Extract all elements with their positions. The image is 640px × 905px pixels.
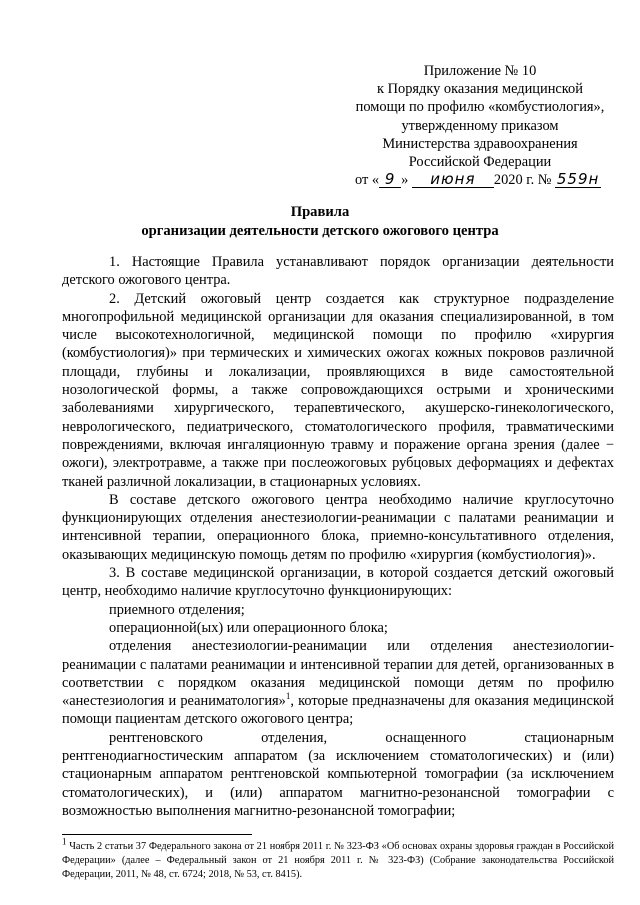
header-line: Министерства здравоохранения (382, 135, 578, 152)
handwritten-month: июня (412, 172, 494, 188)
appendix-number: Приложение № 10 (423, 63, 537, 79)
order-date-line (355, 171, 630, 189)
paragraph: 2. Детский ожоговый центр создается как структурное подразделение многопрофильной медицинской организации для оказания специализированной, в том числе высокотехнологичной, медицинской помощи по профилю «хирургия (комбустиология)» при термических и химических ожогах кожных покровов различной площади, глубины и локализации, проявляющихся в виде самостоятельной нозологической формы, а также сопровождающихся острыми и хроническими заболеваниями хирургического, терапевтического, акушерско-гинекологического, неврологического, педиатрического, стоматологического профиля, травматическими повреждениями, включая ингаляционную травму и поражение органа зрения (далее − ожоги), электротравме, а также при послеожоговых рубцовых деформациях и дефектах тканей различной локализации, в стационарных условиях. (62, 290, 614, 490)
header-line: помощи по профилю «комбустиология», (355, 99, 605, 116)
appendix-header (330, 62, 630, 189)
title-line: Правила (290, 204, 350, 220)
date-quote: » (401, 172, 409, 189)
paragraph: 3. В составе медицинской организации, в которой создается детский ожоговый центр, необходимо наличие круглосуточно функционирующих: (62, 565, 614, 600)
document-title (0, 203, 640, 241)
paragraph-text: отделения анестезиологии-реанимации или отделения анестезиологии-реанимации с палатами реанимации и интенсивной терапии для детей, организованных в соответствии с порядком оказания медицинской помощи детям по профилю «анестезиология и реаниматология» (62, 638, 614, 710)
year-text: 2020 г. № (493, 172, 552, 189)
date-prefix: от « (355, 172, 380, 189)
paragraph: операционной(ых) или операционного блока; (109, 619, 388, 636)
title-line: организации деятельности детского ожогового центра (141, 223, 499, 239)
paragraph (62, 637, 614, 728)
footnote-text: Часть 2 статьи 37 Федерального закона от 21 ноября 2011 г. № 323-ФЗ «Об основах охраны здоровья граждан в Российской Федерации» (далее – Федеральный закон от 21 ноября 2011 г. № 323-ФЗ) (Собрание законодательства Российской Федерации, 2011, № 48, ст. 6724; 2018, № 53, ст. 8415). (62, 841, 614, 880)
footnote-ref: 1 (285, 691, 291, 702)
paragraph: 1. Настоящие Правила устанавливают порядок организации деятельности детского ожогового центра. (62, 254, 614, 289)
header-line: Российской Федерации (408, 154, 552, 171)
handwritten-order-number: 559н (556, 170, 600, 189)
header-line: к Порядку оказания медицинской (377, 81, 583, 98)
footnote (62, 836, 614, 882)
footnote-marker: 1 (62, 836, 67, 847)
footnote-divider (62, 834, 252, 835)
paragraph: рентгеновского отделения, оснащенного стационарным рентгенодиагностическим аппаратом (за исключением стоматологических) и (или) стационарным аппаратом рентгеновской компьютерной томографии (за исключением стоматологических), и (или) аппаратом магнитно-резонансной томографии с возможностью выполнения магнитно-резонансной томографии; (62, 729, 614, 819)
document-body (62, 253, 614, 820)
handwritten-day: 9 (379, 172, 401, 188)
paragraph: В составе детского ожогового центра необходимо наличие круглосуточно функционирующих отделения анестезиологии-реанимации с палатами реанимации и интенсивной терапии, операционного блока, приемно-консультативного отделения, оказывающих медицинскую помощь детям по профилю «хирургия (комбустиология)». (62, 491, 614, 563)
paragraph: приемного отделения; (109, 601, 245, 618)
paragraph-text: , которые предназначены для оказания медицинской помощи пациентам детского ожогового центра; (62, 693, 614, 728)
header-line: утвержденному приказом (401, 117, 559, 134)
